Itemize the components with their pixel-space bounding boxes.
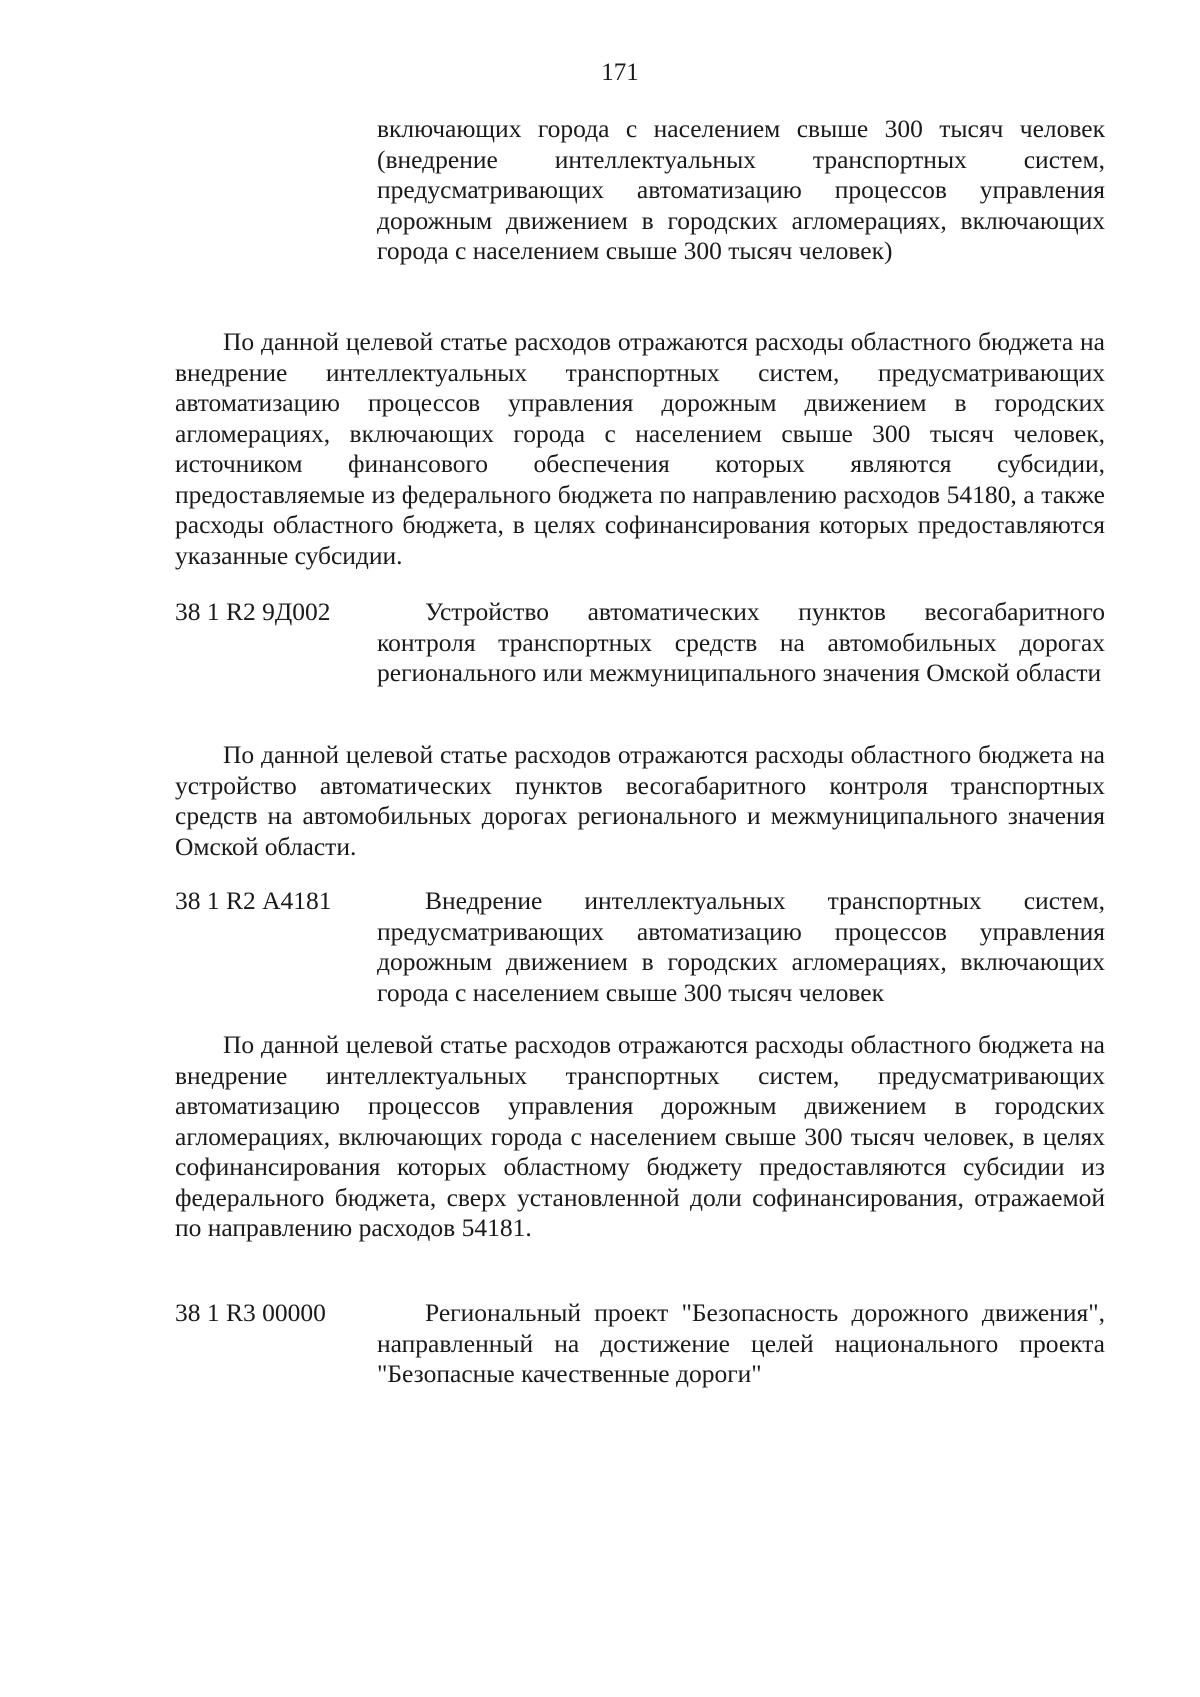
entry-code-2: 38 1 R2 А4181 <box>175 886 332 915</box>
entry-name-1: Устройство автоматических пунктов весогабаритного контроля транспортных средств на автомобильных дорогах регионального или межмуниципального значения Омской области <box>377 597 1105 687</box>
page-number: 171 <box>601 59 639 86</box>
paragraph-1: По данной целевой статье расходов отражаются расходы областного бюджета на внедрение интеллектуальных транспортных систем, предусматривающих автоматизацию процессов управления дорожным движением в городских агломерациях, включающих города с населением свыше 300 тысяч человек, источником финансового обеспечения которых являются субсидии, предоставляемые из федерального бюджета по направлению расходов 54180, а также расходы областного бюджета, в целях софинансирования которых предоставляются указанные субсидии. <box>175 327 1105 570</box>
entry-code-3: 38 1 R3 00000 <box>175 1298 326 1327</box>
entry-code-1: 38 1 R2 9Д002 <box>175 597 331 626</box>
continuation-text: включающих города с населением свыше 300 тысяч человек (внедрение интеллектуальных транспортных систем, предусматривающих автоматизацию процессов управления дорожным движением в городских агломерациях, включающих города с населением свыше 300 тысяч человек) <box>377 114 1105 265</box>
entry-name-2: Внедрение интеллектуальных транспортных систем, предусматривающих автоматизацию процессов управления дорожным движением в городских агломерациях, включающих города с населением свыше 300 тысяч человек <box>377 886 1105 1007</box>
entry-description-2: По данной целевой статье расходов отражаются расходы областного бюджета на внедрение интеллектуальных транспортных систем, предусматривающих автоматизацию процессов управления дорожным движением в городских агломерациях, включающих города с населением свыше 300 тысяч человек, в целях софинансирования которых областному бюджету предоставляются субсидии из федерального бюджета, сверх установленной доли софинансирования, отражаемой по направлению расходов 54181. <box>175 1030 1105 1242</box>
entry-description-1: По данной целевой статье расходов отражаются расходы областного бюджета на устройство автоматических пунктов весогабаритного контроля транспортных средств на автомобильных дорогах регионального и межмуниципального значения Омской области. <box>175 740 1105 861</box>
entry-name-3: Региональный проект "Безопасность дорожного движения", направленный на достижение целей национального проекта "Безопасные качественные дороги" <box>377 1298 1105 1388</box>
